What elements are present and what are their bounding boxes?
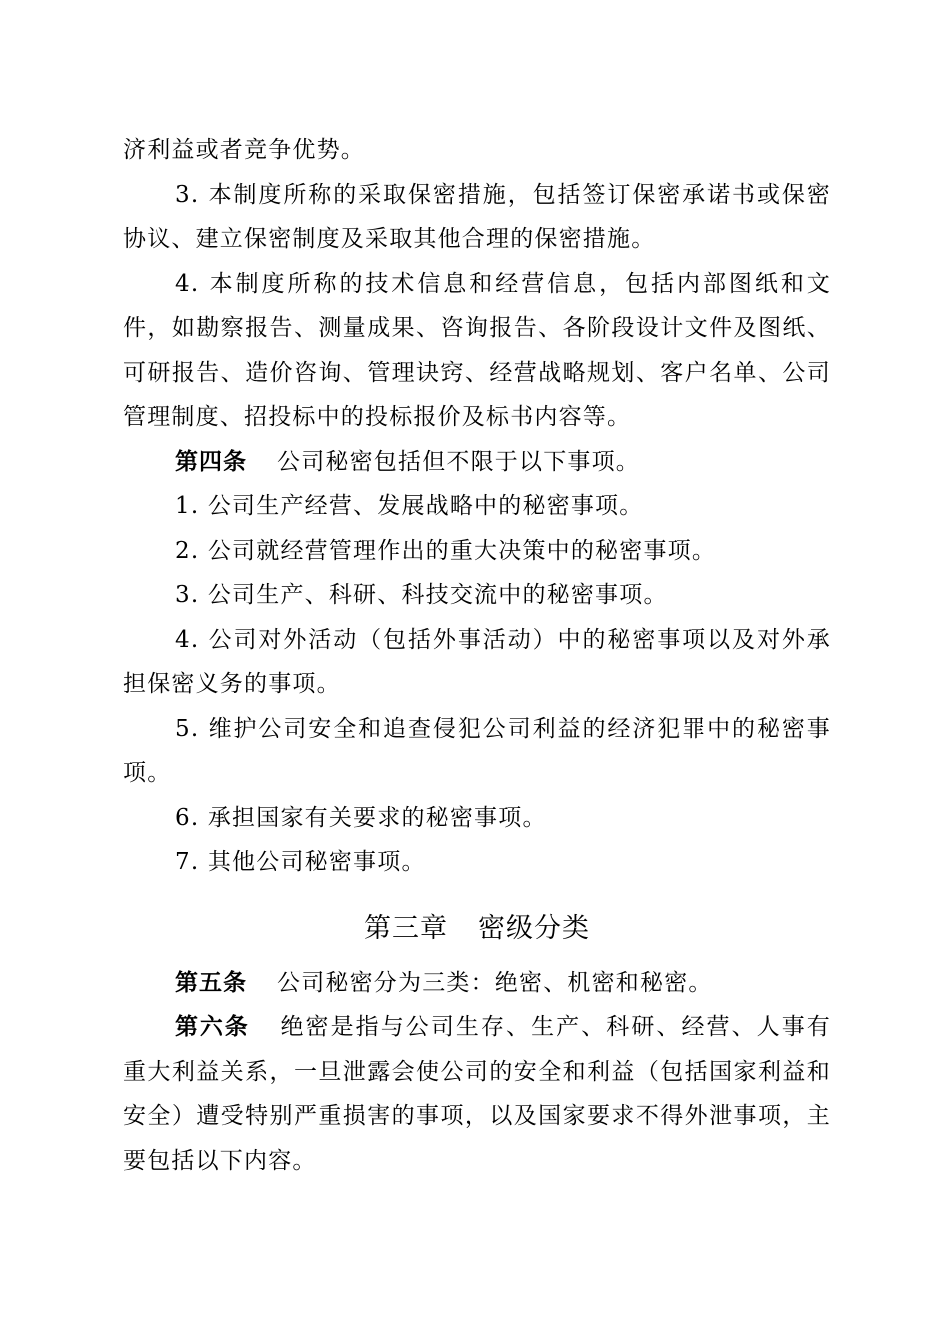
list-item-2: 2. 公司就经营管理作出的重大决策中的秘密事项。 [175,537,717,564]
chapter-number: 第三章 [364,912,448,944]
article-4 [123,440,831,485]
list-item-1: 1. 公司生产经营、发展战略中的秘密事项。 [175,493,644,519]
article-5-label: 第五条 [175,969,247,996]
article-6 [123,1005,831,1183]
article-5 [123,961,831,1006]
article-5-text: 公司秘密分为三类：绝密、机密和秘密。 [277,969,713,996]
list-item-6: 6. 承担国家有关要求的秘密事项。 [175,804,547,831]
chapter-title: 密级分类 [478,912,590,944]
article-4-label: 第四条 [175,448,247,475]
article-6-text: 绝密是指与公司生存、生产、科研、经营、人事有重大利益关系，一旦泄露会使公司的安全和利益（包括国家利益和安全）遭受特别严重损害的事项，以及国家要求不得外泄事项，主要包括以下内容。 [123,1014,831,1174]
paragraph-item-3: 3. 本制度所称的采取保密措施，包括签订保密承诺书或保密协议、建立保密制度及采取其他合理的保密措施。 [123,181,831,252]
document-page [123,128,831,1183]
list-item-5: 5. 维护公司安全和追查侵犯公司利益的经济犯罪中的秘密事项。 [123,715,831,786]
chapter-heading [123,907,831,951]
paragraph-item-4: 4. 本制度所称的技术信息和经营信息，包括内部图纸和文件，如勘察报告、测量成果、咨询报告、各阶段设计文件及图纸、可研报告、造价咨询、管理诀窍、经营战略规划、客户名单、公司管理制度、招投标中的投标报价及标书内容等。 [123,270,831,430]
list-item-3: 3. 公司生产、科研、科技交流中的秘密事项。 [175,582,668,608]
article-6-label: 第六条 [175,1014,250,1040]
article-4-text: 公司秘密包括但不限于以下事项。 [277,448,640,475]
list-item-4: 4. 公司对外活动（包括外事活动）中的秘密事项以及对外承担保密义务的事项。 [123,626,831,697]
paragraph-continuation: 济利益或者竞争优势。 [123,137,365,163]
list-item-7: 7. 其他公司秘密事项。 [175,849,426,875]
